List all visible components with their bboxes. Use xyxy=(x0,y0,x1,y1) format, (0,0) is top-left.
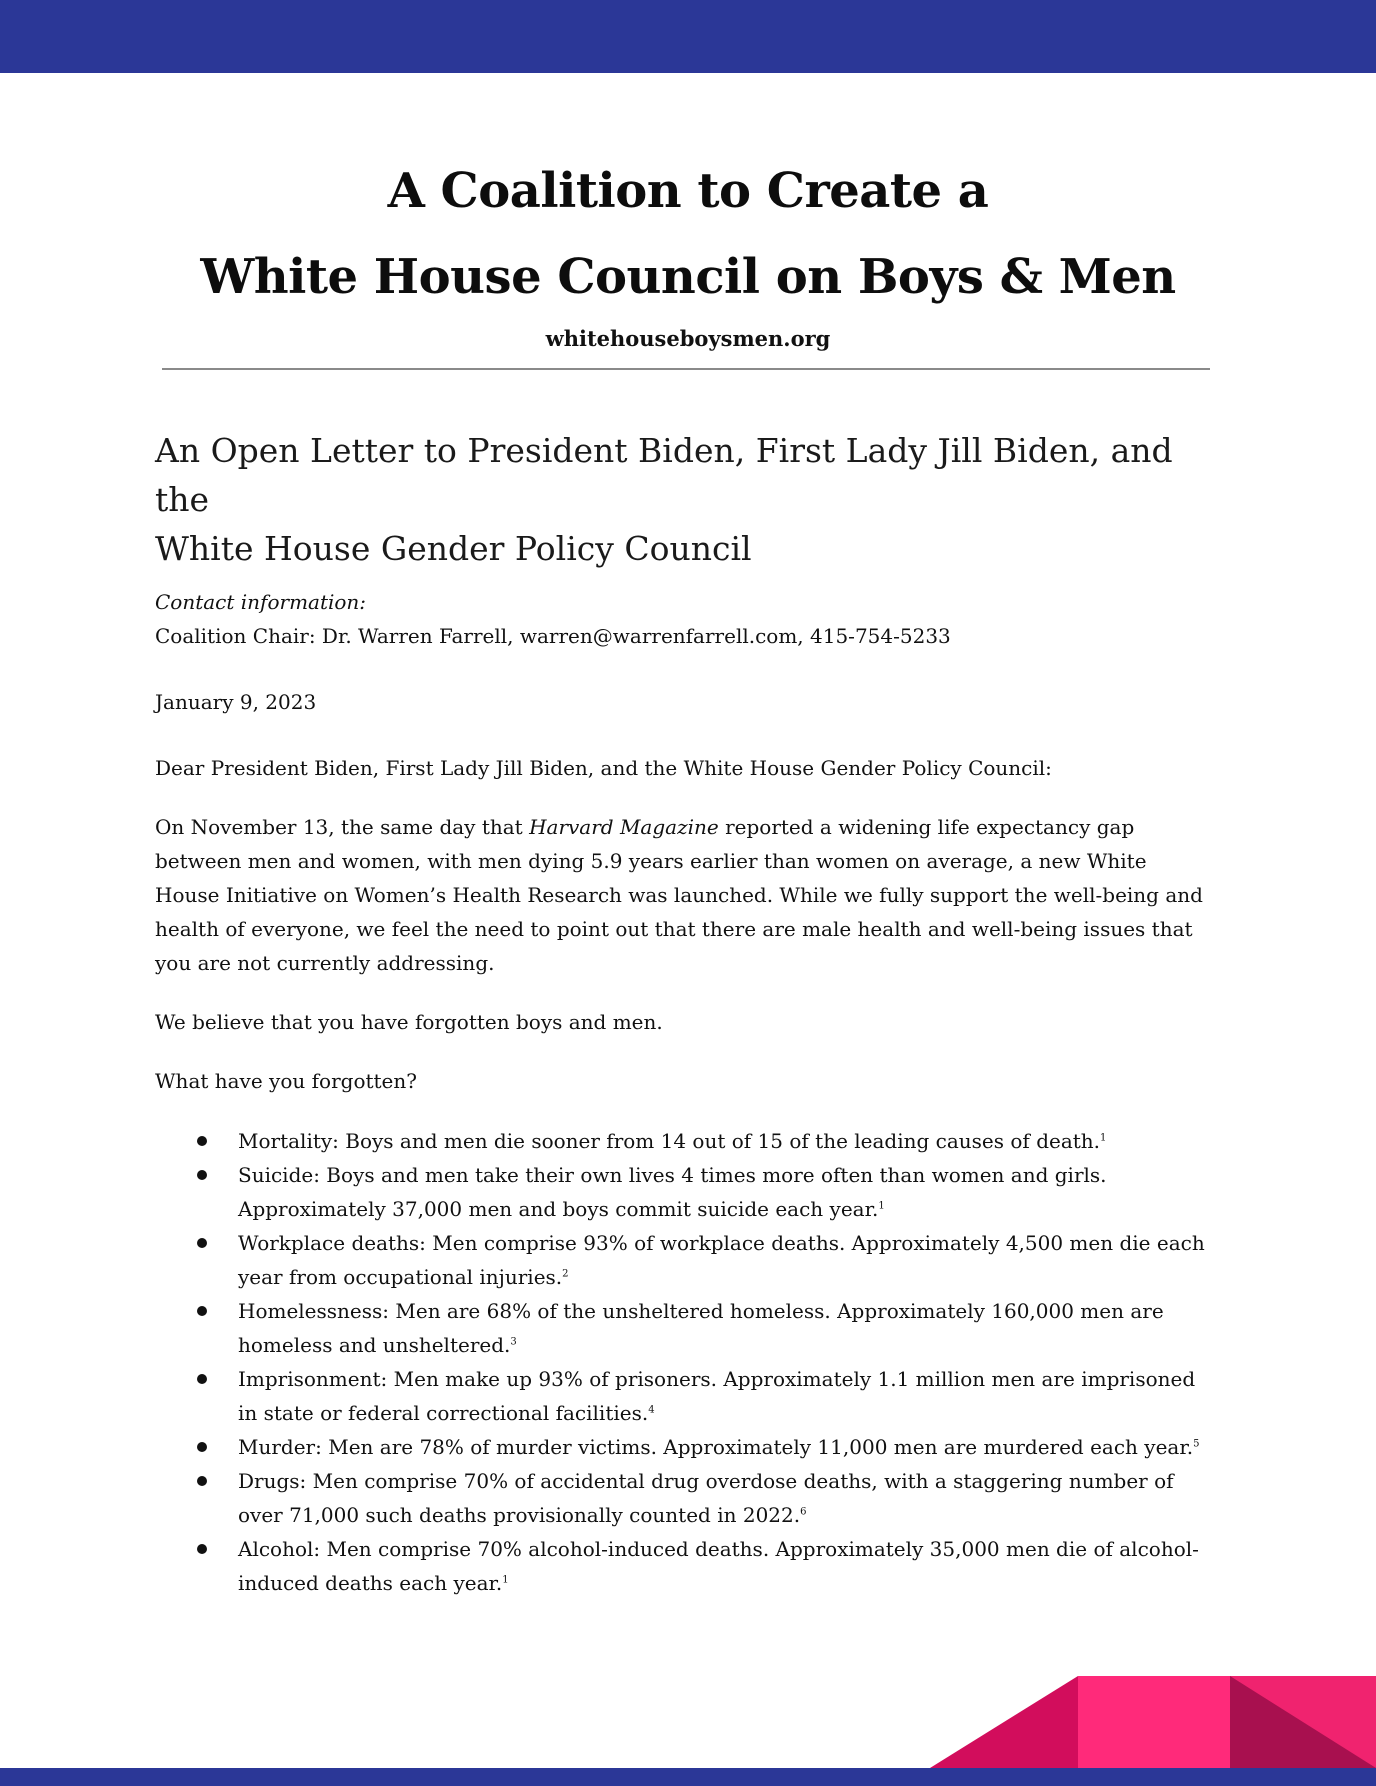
footnote-ref: 1 xyxy=(1100,1132,1107,1144)
list-item-text: Imprisonment: Men make up 93% of prisoners. Approximately 1.1 million men are imprisoned in state or federal correctional facilities. xyxy=(238,1367,1196,1425)
list-item xyxy=(155,1464,1215,1532)
website-url[interactable]: whitehouseboysmen.org xyxy=(545,326,831,351)
list-item xyxy=(155,1158,1215,1226)
list-item xyxy=(155,1226,1215,1294)
letter-date: January 9, 2023 xyxy=(155,690,317,714)
list-item xyxy=(155,1532,1215,1600)
list-item-text: Mortality: Boys and men die sooner from 14 out of 15 of the leading causes of death. xyxy=(238,1129,1101,1153)
list-item xyxy=(155,1124,1215,1158)
corner-shape-magenta xyxy=(930,1676,1078,1768)
bullet-icon xyxy=(197,1238,207,1248)
contact-line: Coalition Chair: Dr. Warren Farrell, warren@warrenfarrell.com, 415-754-5233 xyxy=(155,624,951,648)
header-divider xyxy=(162,368,1210,370)
paragraph-1-rest: reported a widening life expectancy gap between men and women, with men dying 5.9 years earlier than women on average, a new White House Initiative on Women’s Health Research was launched. While we fully support the well-being and health of everyone, we feel the need to point out that there are male health and well-being issues that you are not currently addressing. xyxy=(155,815,1203,975)
footnote-ref: 4 xyxy=(648,1404,655,1416)
footnote-ref: 1 xyxy=(502,1574,509,1586)
list-item-text: Suicide: Boys and men take their own lives 4 times more often than women and girls. Approximately 37,000 men and boys commit suicide each year. xyxy=(238,1163,1107,1221)
footnote-ref: 5 xyxy=(1193,1438,1200,1450)
list-item xyxy=(155,1294,1215,1362)
footnote-ref: 3 xyxy=(510,1336,517,1348)
list-item xyxy=(155,1430,1215,1464)
paragraph-2: We believe that you have forgotten boys and men. xyxy=(155,1010,663,1034)
bullet-icon xyxy=(197,1544,207,1554)
paragraph-1 xyxy=(155,810,1215,980)
list-item-text: Drugs: Men comprise 70% of accidental drug overdose deaths, with a staggering number of over 71,000 such deaths provisionally counted in 2022. xyxy=(238,1469,1174,1527)
corner-shape-pink xyxy=(1078,1676,1230,1768)
letter-heading-line-1: An Open Letter to President Biden, First Lady Jill Biden, and the xyxy=(155,431,1173,519)
list-item-text: Homelessness: Men are 68% of the unsheltered homeless. Approximately 160,000 men are homeless and unsheltered. xyxy=(238,1299,1164,1357)
footnote-ref: 6 xyxy=(800,1506,807,1518)
list-item-text: Murder: Men are 78% of murder victims. Approximately 11,000 men are murdered each year. xyxy=(238,1435,1194,1459)
footnote-ref: 1 xyxy=(878,1200,885,1212)
top-color-band xyxy=(0,0,1376,73)
letter-heading xyxy=(155,426,1215,573)
page-header xyxy=(0,148,1376,351)
corner-decoration xyxy=(930,1676,1376,1768)
bottom-color-band xyxy=(0,1768,1376,1786)
page-title-line-2: White House Council on Boys & Men xyxy=(200,249,1176,305)
bullet-icon xyxy=(197,1170,207,1180)
bullet-icon xyxy=(197,1306,207,1316)
letter-body xyxy=(155,426,1215,1600)
letter-heading-line-2: White House Gender Policy Council xyxy=(155,529,752,568)
paragraph-3: What have you forgotten? xyxy=(155,1069,417,1093)
list-item-text: Alcohol: Men comprise 70% alcohol-induced deaths. Approximately 35,000 men die of alcohol-induced deaths each year. xyxy=(238,1537,1199,1595)
list-item xyxy=(155,1362,1215,1430)
contact-label: Contact information: xyxy=(155,590,367,614)
list-item-text: Workplace deaths: Men comprise 93% of workplace deaths. Approximately 4,500 men die each year from occupational injuries. xyxy=(238,1231,1205,1289)
issues-list xyxy=(155,1124,1215,1600)
page-title-line-1: A Coalition to Create a xyxy=(387,163,989,219)
salutation: Dear President Biden, First Lady Jill Biden, and the White House Gender Policy Council: xyxy=(155,756,1052,780)
footnote-ref: 2 xyxy=(562,1268,569,1280)
bullet-icon xyxy=(197,1136,207,1146)
bullet-icon xyxy=(197,1442,207,1452)
publication-title: Harvard Magazine xyxy=(529,815,719,839)
paragraph-1-lead: On November 13, the same day that xyxy=(155,815,530,839)
bullet-icon xyxy=(197,1476,207,1486)
bullet-icon xyxy=(197,1374,207,1384)
